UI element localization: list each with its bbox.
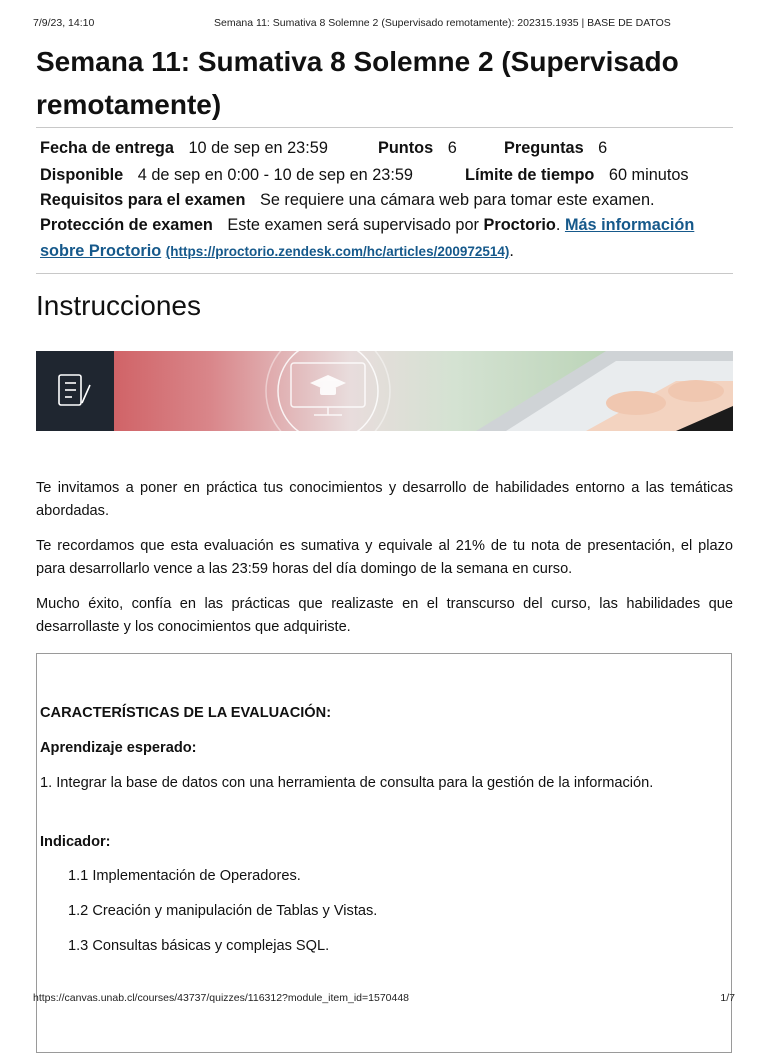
indicator-item: 1.3 Consultas básicas y complejas SQL. (68, 938, 330, 954)
protection-meta (40, 216, 694, 235)
more-info-link-line1[interactable]: Más información (564, 216, 695, 234)
protection-label: Protección de examen (40, 216, 213, 234)
questions-meta (504, 139, 607, 158)
points-label: Puntos (378, 139, 434, 157)
protection-text: Este examen será supervisado por (227, 216, 479, 234)
trailing-period: . (509, 242, 514, 260)
points-value: 6 (447, 139, 457, 157)
instructions-paragraph: Te invitamos a poner en práctica tus conocimientos y desarrollo de habilidades entorno a las temáticas abordadas. (36, 480, 733, 519)
protection-period: . (555, 216, 561, 234)
instructions-banner (36, 351, 733, 431)
time-limit-label: Límite de tiempo (465, 166, 595, 184)
divider (36, 127, 733, 128)
requirements-value: Se requiere una cámara web para tomar este examen. (259, 191, 655, 209)
questions-value: 6 (598, 139, 608, 157)
questions-label: Preguntas (504, 139, 584, 157)
available-meta (40, 166, 413, 185)
more-info-link[interactable] (40, 242, 161, 260)
print-url: https://canvas.unab.cl/courses/43737/quizzes/116312?module_item_id=1570448 (33, 992, 410, 1004)
due-label: Fecha de entrega (40, 139, 174, 157)
points-meta (378, 139, 457, 158)
page-number: 1/7 (720, 992, 735, 1004)
more-info-url-link[interactable]: (https://proctorio.zendesk.com/hc/articles/200972514) (165, 244, 510, 259)
print-date: 7/9/23, 14:10 (33, 17, 95, 29)
more-info-meta (40, 242, 514, 261)
due-value: 10 de sep en 23:59 (188, 139, 328, 157)
indicator-label: Indicador: (40, 834, 111, 850)
more-info-link-text[interactable]: sobre Proctorio (40, 242, 162, 260)
requirements-label: Requisitos para el examen (40, 191, 246, 209)
quiz-meta-row-1 (40, 139, 328, 158)
time-limit-value: 60 minutos (608, 166, 689, 184)
instructions-heading: Instrucciones (36, 290, 201, 321)
requirements-meta (40, 191, 655, 210)
protection-provider: Proctorio (483, 216, 556, 234)
page-title: Semana 11: Sumativa 8 Solemne 2 (Supervisado remotamente) (36, 46, 679, 120)
available-value: 4 de sep en 0:00 - 10 de sep en 23:59 (137, 166, 413, 184)
time-limit-meta (465, 166, 689, 185)
learning-label: Aprendizaje esperado: (40, 740, 197, 756)
divider (36, 273, 733, 274)
print-footer (33, 992, 735, 1004)
print-doc-title: Semana 11: Sumativa 8 Solemne 2 (Supervisado remotamente): 202315.1935 | BASE DE DATOS (214, 17, 671, 29)
indicator-item: 1.1 Implementación de Operadores. (68, 868, 301, 884)
instructions-paragraph: Mucho éxito, confía en las prácticas que realizaste en el transcurso del curso, las habilidades que desarrollaste y los conocimientos que adquiriste. (36, 596, 733, 635)
learning-item: 1. Integrar la base de datos con una herramienta de consulta para la gestión de la información. (40, 775, 654, 791)
indicator-item: 1.2 Creación y manipulación de Tablas y Vistas. (68, 903, 378, 919)
instructions-paragraph: Te recordamos que esta evaluación es sumativa y equivale al 21% de tu nota de presentación, el plazo para desarrollarlo vence a las 23:59 horas del día domingo de la semana en curso. (36, 538, 733, 577)
characteristics-heading: CARACTERÍSTICAS DE LA EVALUACIÓN: (40, 705, 332, 721)
available-label: Disponible (40, 166, 124, 184)
